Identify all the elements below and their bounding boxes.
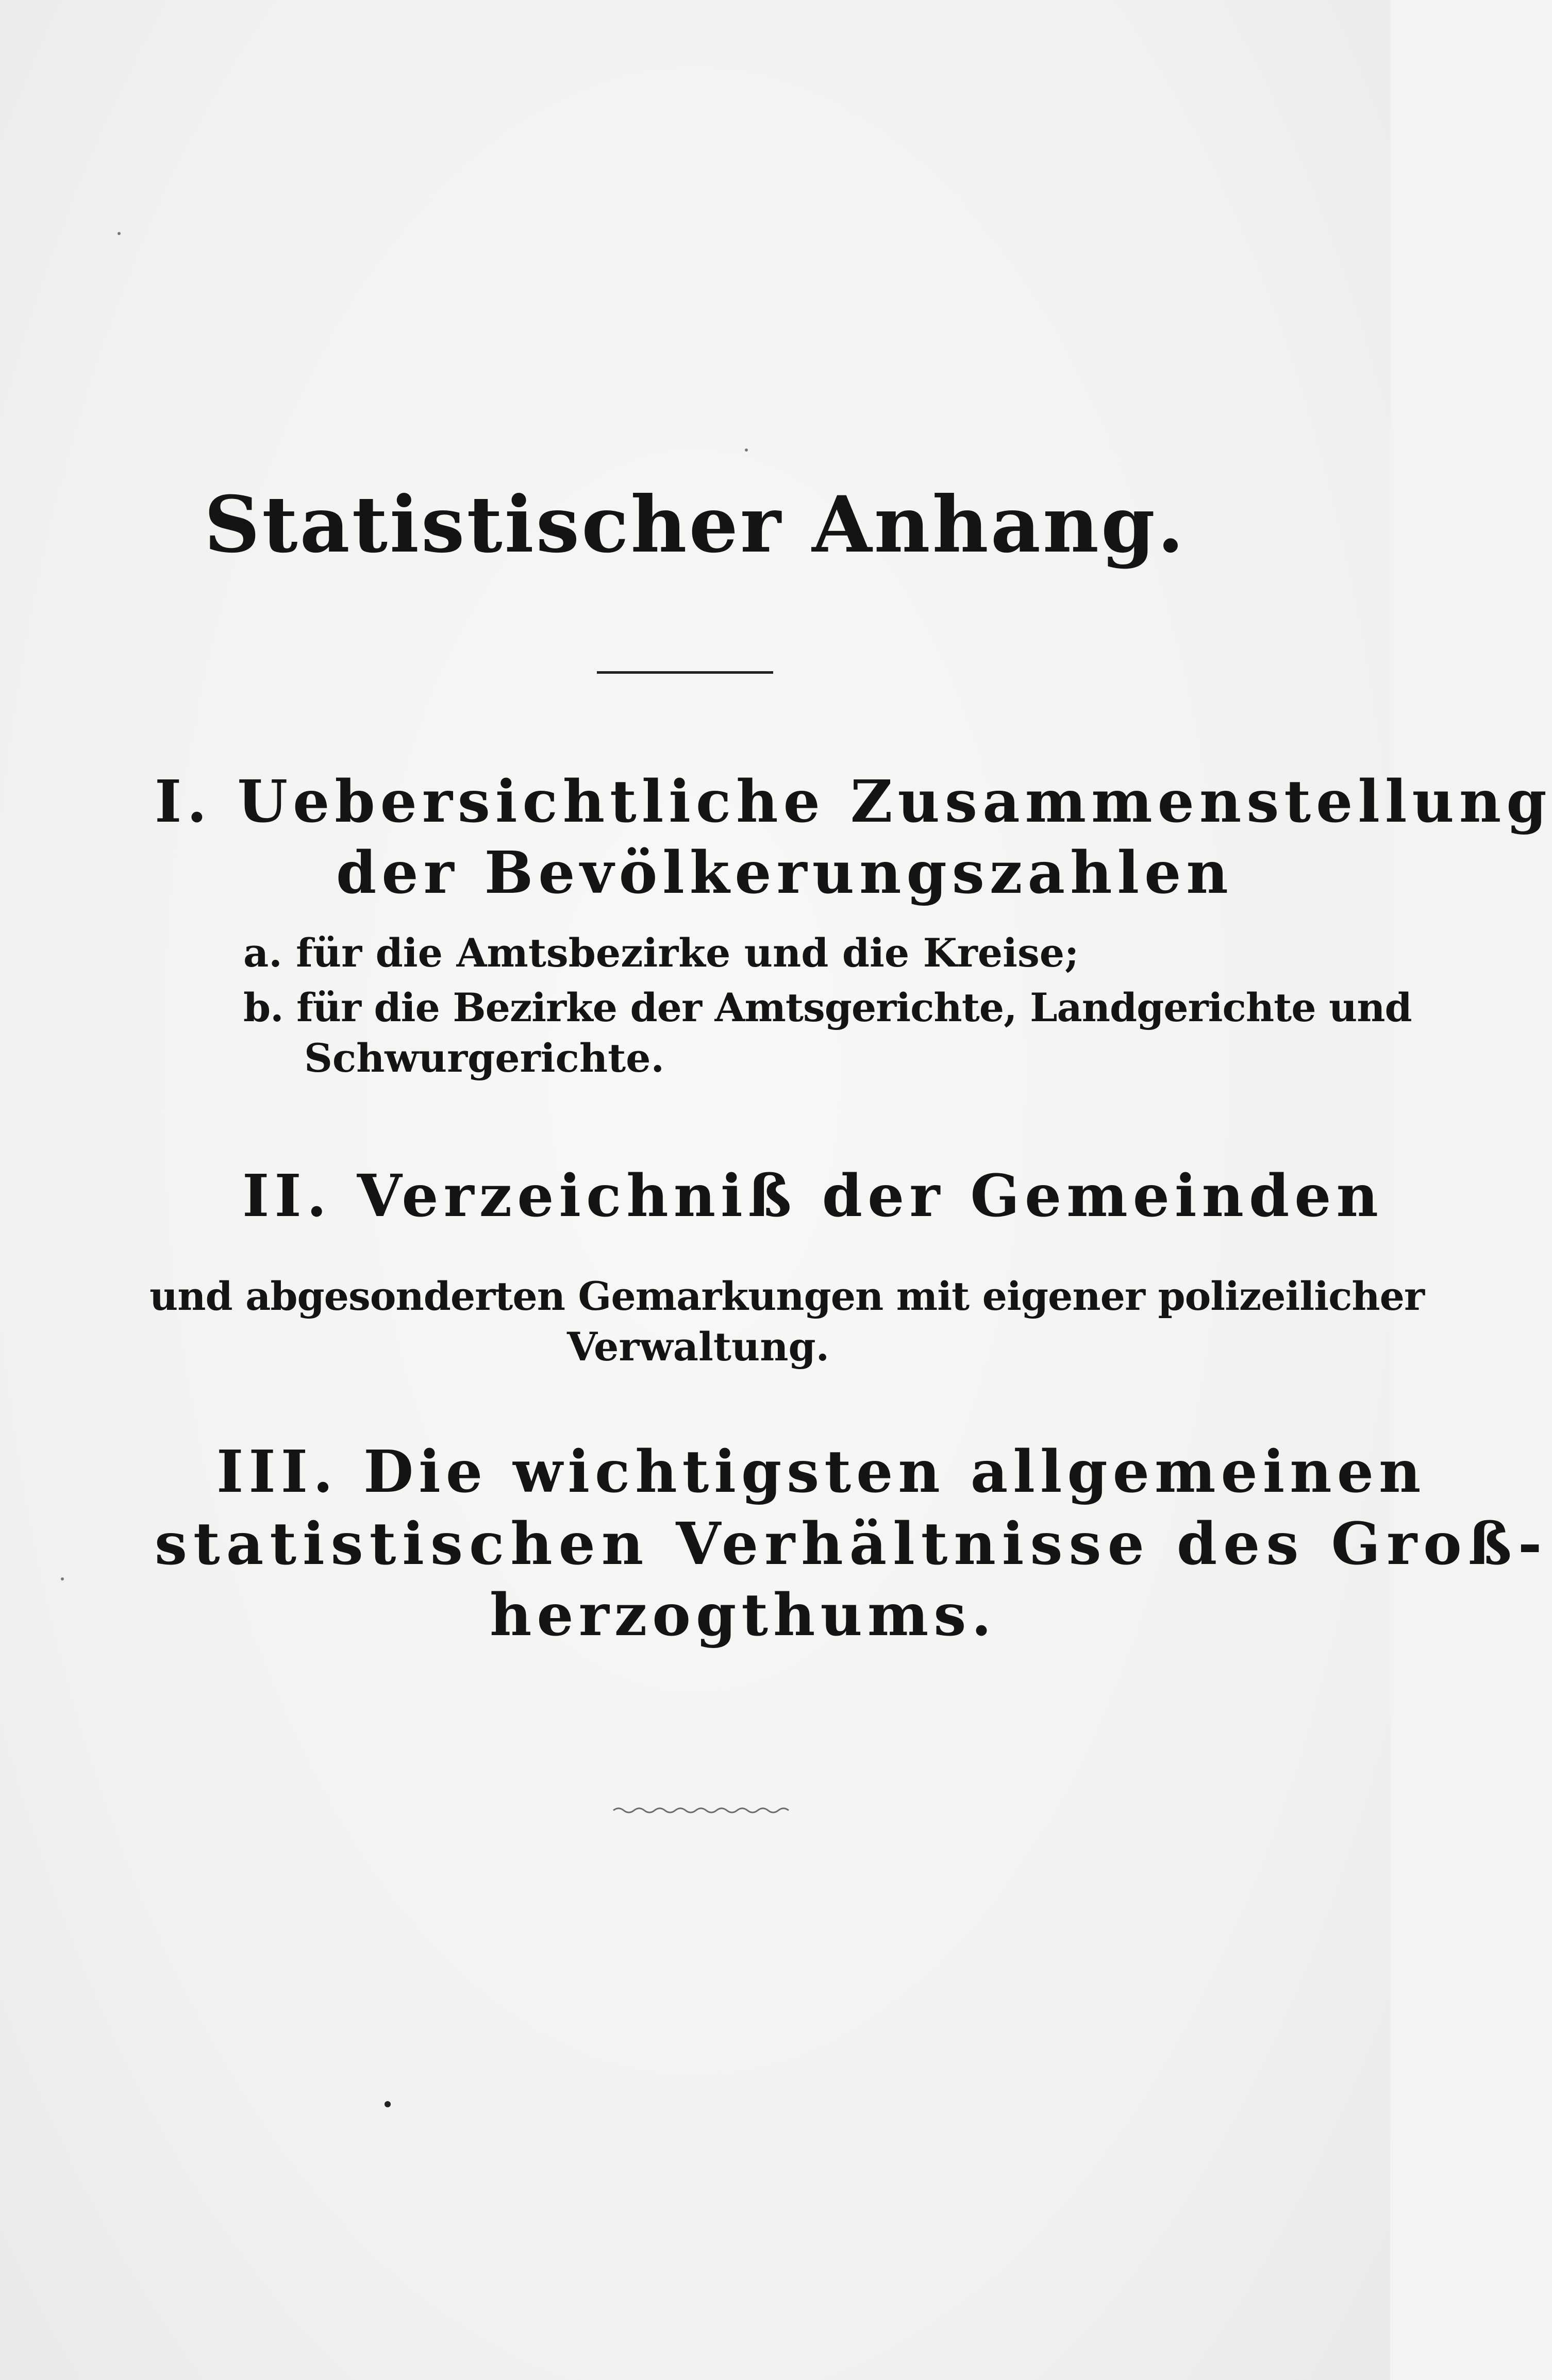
section-3-heading-line3: herzogthums. [490, 1582, 997, 1649]
section-3-title-part1: Die wichtigsten allgemeinen [363, 1438, 1426, 1506]
section-1-title-part1: Uebersichtliche Zusammenstellung [237, 768, 1552, 836]
section-3-numeral: III. [216, 1438, 339, 1506]
section-2-subtitle-line2: Verwaltung. [567, 1324, 830, 1370]
title-divider [597, 671, 773, 674]
item-b-marker: b. [243, 985, 283, 1030]
section-2-heading [242, 1162, 1383, 1230]
paper-speck [118, 232, 121, 235]
section-1-item-a [243, 930, 1079, 976]
item-b-text: für die Bezirke der Amtsgerichte, Landgerichte und [296, 985, 1412, 1030]
page-title: Statistischer Anhang. [204, 479, 1187, 570]
end-ornament-wavy-line [613, 1804, 789, 1817]
paper-speck [745, 448, 748, 452]
paper-speck [61, 1577, 64, 1580]
section-3-heading-line2: statistischen Verhältnisse des Groß- [155, 1510, 1548, 1578]
section-2-title: Verzeichniß der Gemeinden [357, 1162, 1383, 1230]
section-2-numeral: II. [242, 1162, 332, 1230]
item-a-text: für die Amtsbezirke und die Kreise; [296, 930, 1079, 976]
section-3-heading-line1 [216, 1438, 1426, 1506]
section-1-heading-line1 [155, 768, 1552, 836]
section-1-heading-line2: der Bevölkerungszahlen [336, 839, 1233, 907]
stray-dot [385, 2101, 391, 2107]
section-1-item-b [243, 985, 1412, 1030]
item-a-marker: a. [243, 930, 282, 976]
section-1-numeral: I. [155, 768, 212, 836]
section-1-item-b-continuation: Schwurgerichte. [304, 1035, 664, 1081]
section-2-subtitle-line1: und abgesonderten Gemarkungen mit eigener polizeilicher [149, 1273, 1425, 1319]
